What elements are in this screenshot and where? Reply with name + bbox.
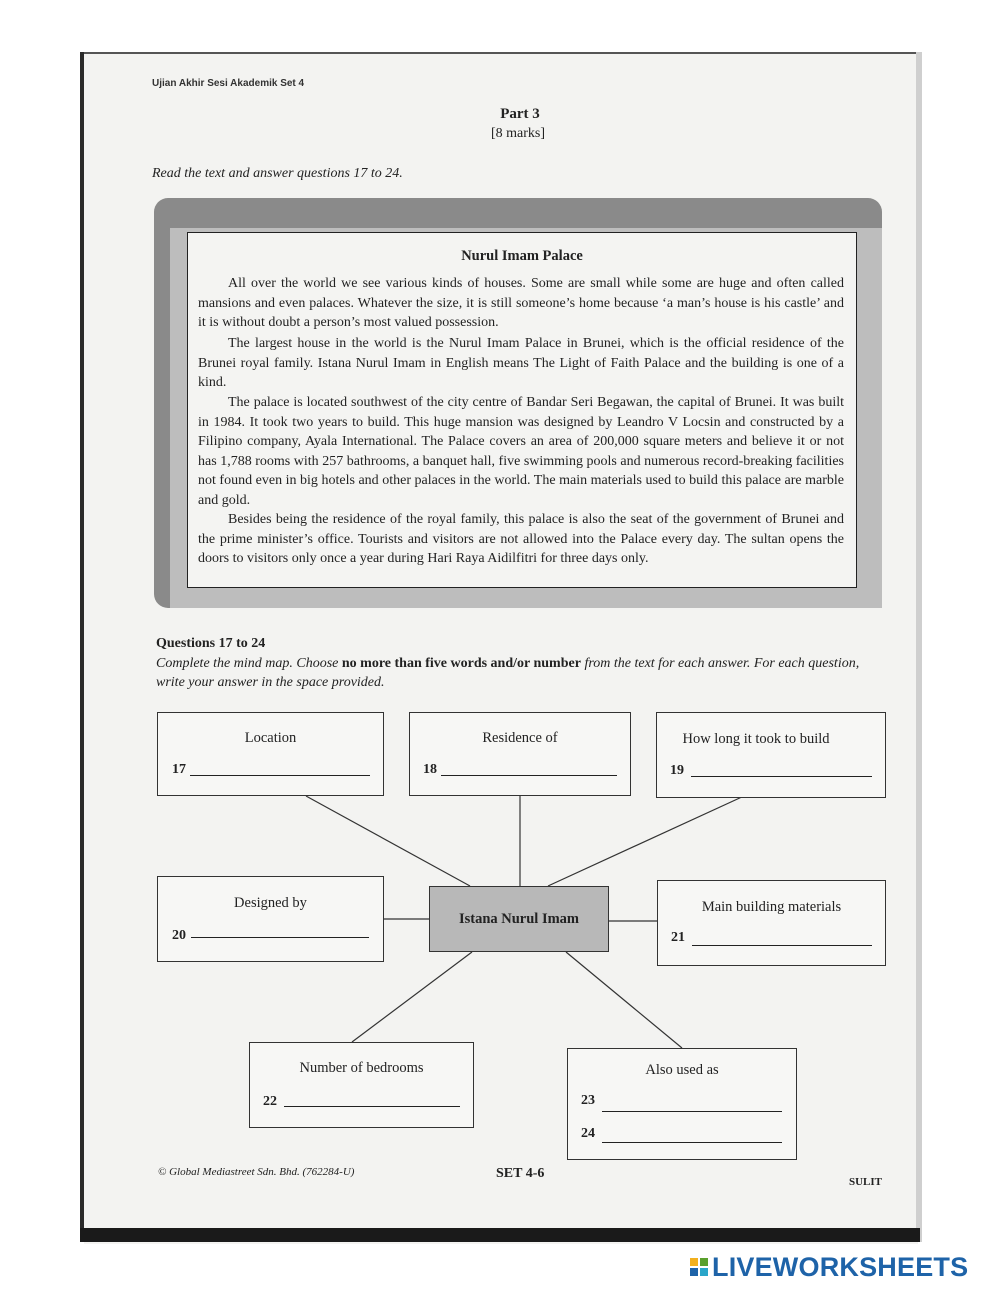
- question-18-number: 18: [423, 762, 437, 777]
- question-17-number: 17: [172, 762, 186, 777]
- question-20-number: 20: [172, 928, 186, 943]
- reading-instruction: Read the text and answer questions 17 to 24.: [152, 166, 403, 181]
- box-materials: [657, 880, 886, 966]
- box-duration-label: How long it took to build: [682, 731, 830, 747]
- page-set-number: SET 4-6: [496, 1166, 545, 1181]
- question-24-number: 24: [581, 1126, 595, 1141]
- copyright-notice: © Global Mediastreet Sdn. Bhd. (762284-U): [158, 1166, 355, 1178]
- box-designer-label: Designed by: [234, 895, 307, 911]
- passage-paragraph-2: The largest house in the world is the Nurul Imam Palace in Brunei, which is the official residence of the Brunei royal family. Istana Nurul Imam in English means The Light of Faith Palace and the building is one of a kind.: [198, 336, 844, 390]
- mindmap-center: Istana Nurul Imam: [429, 886, 609, 952]
- liveworksheets-icon: [690, 1258, 708, 1276]
- box-location-label: Location: [244, 730, 297, 746]
- question-23-number: 23: [581, 1093, 595, 1108]
- question-22-number: 22: [263, 1094, 277, 1109]
- box-duration: [656, 712, 886, 798]
- question-21-number: 21: [671, 930, 685, 945]
- answer-line-22[interactable]: [284, 1106, 460, 1107]
- box-location: [157, 712, 384, 796]
- box-residence: [409, 712, 631, 796]
- classification-label: SULIT: [849, 1176, 883, 1188]
- part-title: Part 3: [500, 106, 540, 122]
- answer-line-24[interactable]: [602, 1142, 782, 1143]
- questions-heading: Questions 17 to 24: [156, 636, 266, 651]
- passage-paragraph-3: The palace is located southwest of the city centre of Bandar Seri Begawan, the capital of Brunei. It was built in 1984. It took two years to build. This huge mansion was designed by Leandro V Locsin and constructed by a Filipino company, Ayala International. The Palace covers an area of 200,000 square meters and believe it or not has 1,788 rooms with 257 bathrooms, a banquet hall, five swimming pools and numerous record-breaking facilities not found even in big hotels and other palaces in the world. The main materials used to build this palace are marble and gold.: [198, 395, 844, 508]
- passage-paragraph-4: Besides being the residence of the royal family, this palace is also the seat of the government of Brunei and the prime minister’s office. Tourists and visitors are not allowed into the Palace every day. The sultan opens the doors to visitors only once a year during Hari Raya Aidilfitri for three days only.: [198, 512, 844, 566]
- questions-instruction: Complete the mind map. Choose no more than five words and/or number from the text for each answer. For each question, write your answer in the space provided.: [156, 656, 860, 690]
- connector-location: [306, 796, 470, 886]
- box-usage-label: Also used as: [645, 1062, 719, 1078]
- passage-paragraph-1: All over the world we see various kinds of houses. Some are small while some are huge and often called mansions and even palaces. Whatever the size, it is still someone’s home because ‘a man’s house is his castle’ and it is without doubt a person’s most valued possession.: [198, 276, 844, 330]
- answer-line-20[interactable]: [191, 937, 369, 938]
- answer-line-17[interactable]: [190, 775, 370, 776]
- box-residence-label: Residence of: [482, 730, 558, 746]
- answer-line-21[interactable]: [692, 945, 872, 946]
- box-bedrooms-label: Number of bedrooms: [299, 1060, 424, 1076]
- answer-line-23[interactable]: [602, 1111, 782, 1112]
- liveworksheets-logo: [690, 1252, 968, 1282]
- connector-usage: [566, 952, 682, 1048]
- box-bedrooms: [249, 1042, 474, 1128]
- box-materials-label: Main building materials: [701, 899, 842, 915]
- box-designer: [157, 876, 384, 962]
- passage-title: Nurul Imam Palace: [461, 248, 583, 264]
- connector-duration: [548, 796, 744, 886]
- answer-line-19[interactable]: [691, 776, 872, 777]
- answer-line-18[interactable]: [441, 775, 617, 776]
- question-19-number: 19: [670, 763, 684, 778]
- part-marks: [8 marks]: [490, 126, 546, 141]
- liveworksheets-wordmark: LIVEWORKSHEETS: [712, 1251, 969, 1282]
- exam-series-header: Ujian Akhir Sesi Akademik Set 4: [152, 78, 305, 89]
- connector-bedrooms: [352, 952, 472, 1042]
